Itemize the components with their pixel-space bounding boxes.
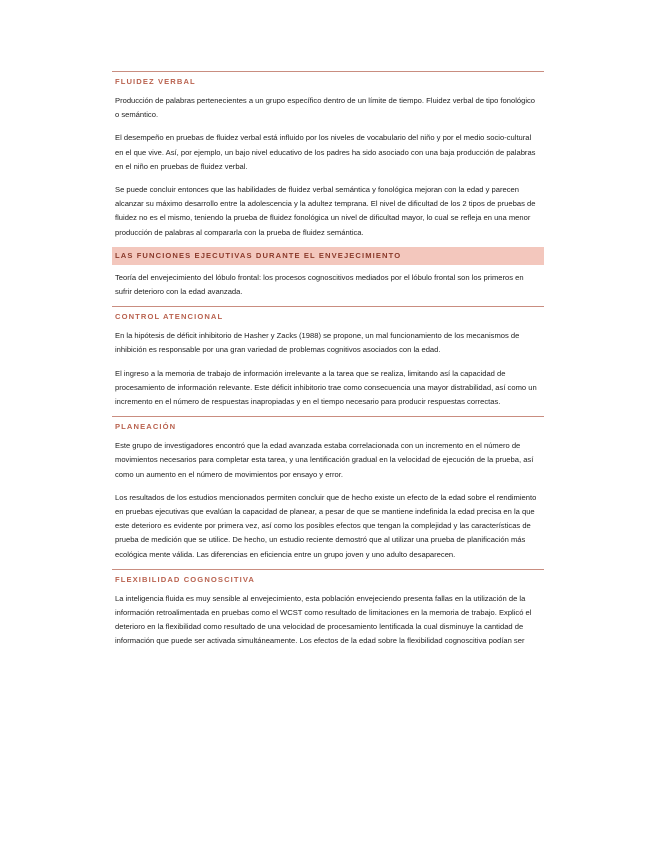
paragraph: El desempeño en pruebas de fluidez verbal está influido por los niveles de vocabulario del niño y por el medio socio-cultural en el que vive. Así, por ejemplo, un bajo nivel educativo de los padres ha sido asociado con una baja producción de palabras en el niño en pruebas de fluidez verbal. [115, 133, 536, 171]
section-flexibilidad-cognoscitiva [112, 569, 544, 649]
section-heading: LAS FUNCIONES EJECUTIVAS DURANTE EL ENVEJECIMIENTO [112, 247, 544, 265]
section-planeacion [112, 416, 544, 562]
section-fluidez-verbal [112, 71, 544, 240]
paragraph: El ingreso a la memoria de trabajo de información irrelevante a la tarea que se realiza, limitando así la capacidad de procesamiento de información relevante. Este déficit inhibitorio trae como consecuencia una mayor distrabilidad, así como un incremento en el número de respuestas inapropiadas y en el tiempo necesario para producir respuestas correctas. [115, 368, 537, 407]
section-heading: FLEXIBILIDAD COGNOSCITIVA [112, 569, 544, 586]
section-heading: CONTROL ATENCIONAL [112, 306, 544, 323]
paragraph: Teoría del envejecimiento del lóbulo frontal: los procesos cognoscitivos mediados por el lóbulo frontal son los primeros en sufrir deterioro con la edad avanzada. [115, 272, 524, 297]
section-heading: FLUIDEZ VERBAL [112, 71, 544, 88]
paragraph: Producción de palabras pertenecientes a un grupo específico dentro de un límite de tiempo. Fluidez verbal de tipo fonológico o semántico. [115, 96, 536, 120]
section-funciones-ejecutivas [112, 247, 544, 299]
document-body [112, 71, 544, 649]
section-heading: PLANEACIÓN [112, 416, 544, 433]
paragraph: La inteligencia fluida es muy sensible al envejecimiento, esta población envejeciendo presenta fallas en la utilización de la información retroalimentada en pruebas como el WCST como resultado de limitaciones en la memoria de trabajo. Explicó el deterioro en la flexibilidad como resultado de una velocidad de procesamiento lentificada la cual disminuye la cantidad de información que puede ser activada simultáneamente. Los efectos de la edad sobre la flexibilidad cognoscitiva podían ser [115, 593, 532, 646]
paragraph: Los resultados de los estudios mencionados permiten concluir que de hecho existe un efecto de la edad sobre el rendimiento en pruebas ejecutivas que evalúan la capacidad de planear, a pesar de que se mantiene indefinida la edad precisa en la que este deterioro es evidente por primera vez, así como los posibles efectos que tengan la complejidad y las características de prueba de medición que se utilice. De hecho, un estudio reciente demostró que al utilizar una prueba de planificación más ecológica mente válida. Las diferencias en eficiencia entre un grupo joven y uno adulto desaparecen. [115, 492, 537, 559]
paragraph: Se puede concluir entonces que las habilidades de fluidez verbal semántica y fonológica mejoran con la edad y parecen alcanzar su máximo desarrollo entre la adolescencia y la adultez temprana. El nivel de dificultad de los 2 tipos de pruebas de fluidez no es el mismo, teniendo la prueba de fluidez fonológica un nivel de dificultad mayor, lo cual se refleja en una menor producción de palabras al compararla con la prueba de fluidez semántica. [115, 185, 536, 237]
paragraph: Este grupo de investigadores encontró que la edad avanzada estaba correlacionada con un incremento en el número de movimientos necesarios para completar esta tarea, y una lentificación gradual en la velocidad de ejecución de la prueba, así como un aumento en el número de movimientos por ensayo y error. [115, 441, 534, 479]
paragraph: En la hipótesis de déficit inhibitorio de Hasher y Zacks (1988) se propone, un mal funcionamiento de los mecanismos de inhibición es responsable por una gran variedad de problemas cognitivos asociados con la edad. [115, 331, 520, 355]
section-control-atencional [112, 306, 544, 409]
